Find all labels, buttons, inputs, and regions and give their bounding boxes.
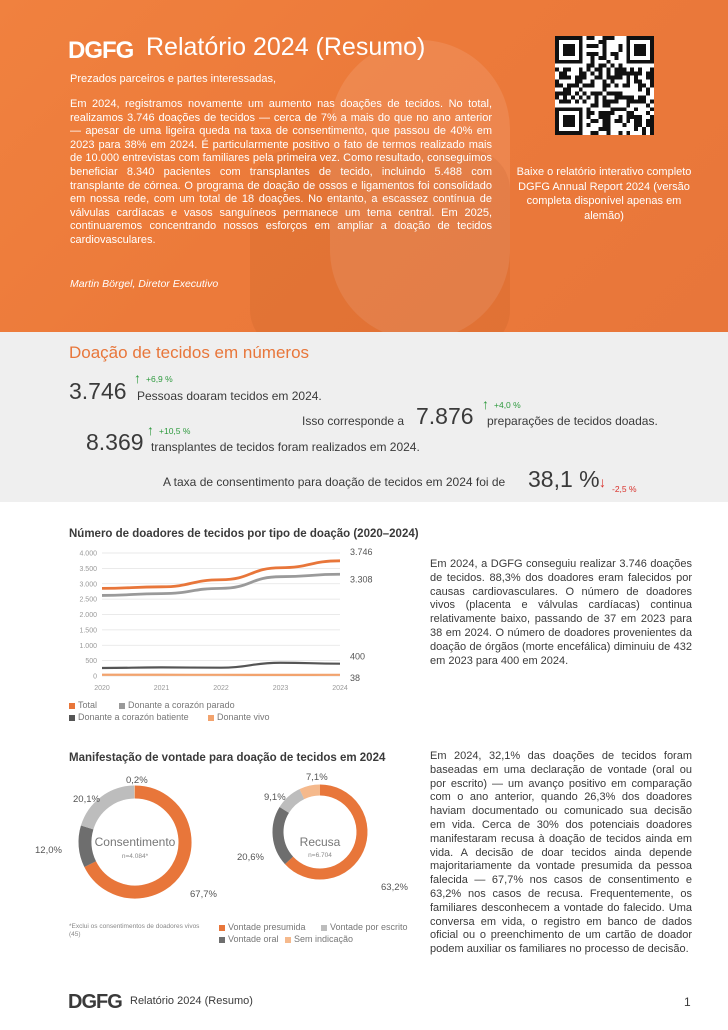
slice-label: 0,2% xyxy=(126,775,148,786)
line-chart xyxy=(60,545,390,700)
up-arrow-icon: ↑ xyxy=(482,396,489,412)
director-letter: Em 2024, registramos novamente um aumento nas doações de tecidos. No total, realizamos 3.746 doações de tecidos — cerca de 7% a mais do que no ano anterior — apesar de uma ligeira queda na taxa de consentimento, que passou de 40% em 2023 para 38% em 2024. É particularmente positivo o fato de termos realizado mais de 10.000 entrevistas com familiares pela primeira vez. Como resultado, conseguimos beneficiar 8.340 pacientes com transplantes de tecido, incluindo 5.488 com transplante de córnea. O programa de doação de ossos e ligamentos foi consolidado em nossa rede, com um total de 18 doações. No entanto, a escassez contínua de válvulas cardíacas e vasos sanguíneos permanece um tema central. Em 2025, continuaremos concentrando nossos esforços em ampliar a doação de tecidos cardiovasculares. xyxy=(70,98,492,246)
qr-code[interactable] xyxy=(555,36,654,135)
line-chart-text: Em 2024, a DGFG conseguiu realizar 3.746 doações de tecidos. 88,3% dos doadores eram falecidos por causas cardiovasculares. O número de doadores vivos (placenta e válvulas cardíacas) continua relativamente baixo, passando de 37 em 2023 para 38 em 2024. O número de doadores provenientes da doação de órgãos (morte encefálica) diminuiu de 432 em 2023 para 400 em 2024. xyxy=(430,558,692,667)
y-tick-label: 3.500 xyxy=(79,565,97,573)
transplants-label: transplantes de tecidos foram realizados em 2024. xyxy=(151,440,420,454)
y-tick-label: 2.000 xyxy=(79,612,97,619)
legend-item: Donante a corazón batiente xyxy=(69,712,189,722)
consent-value: 38,1 % xyxy=(528,466,600,492)
consent-change: -2,5 % xyxy=(612,484,637,494)
pie-slice xyxy=(302,790,320,794)
y-tick-label: 3.000 xyxy=(79,581,97,589)
prep-label: preparações de tecidos doadas. xyxy=(487,414,658,428)
y-tick-label: 2.500 xyxy=(79,596,97,604)
series-end-label: 3.746 xyxy=(350,546,373,557)
legend-item: Vontade presumida xyxy=(219,922,306,932)
page-number: 1 xyxy=(684,995,691,1009)
stats-title: Doação de tecidos em números xyxy=(69,343,310,362)
prep-value: 7.876 xyxy=(416,403,474,429)
up-arrow-icon: ↑ xyxy=(134,370,141,386)
slice-label: 12,0% xyxy=(35,845,62,856)
slice-label: 63,2% xyxy=(381,882,408,893)
series-end-label: 400 xyxy=(350,651,366,662)
legend-item: Vontade por escrito xyxy=(321,922,408,932)
y-tick-label: 0 xyxy=(93,673,97,681)
line-chart-title: Número de doadores de tecidos por tipo de doação (2020–2024) xyxy=(69,528,419,540)
x-tick-label: 2022 xyxy=(213,685,229,692)
x-tick-label: 2020 xyxy=(94,685,110,692)
legend-item: Sem indicação xyxy=(285,934,353,944)
series-end-label: 38 xyxy=(350,672,361,683)
series-line-1 xyxy=(102,574,340,595)
down-arrow-icon: ↓ xyxy=(599,474,606,490)
pie-slice xyxy=(284,794,302,810)
x-tick-label: 2023 xyxy=(272,685,289,692)
y-tick-label: 1.500 xyxy=(79,627,97,635)
legend-item: Donante vivo xyxy=(208,712,270,722)
transplants-value: 8.369 xyxy=(86,429,144,455)
footnote: *Exclui os consentimentos de doadores vivos (45) xyxy=(69,923,200,938)
series-line-2 xyxy=(102,663,340,668)
donors-change: +6,9 % xyxy=(146,374,173,384)
prep-prefix: Isso corresponde a xyxy=(302,414,405,428)
greeting: Prezados parceiros e partes interessadas, xyxy=(70,73,277,85)
x-tick-label: 2024 xyxy=(332,685,348,692)
y-tick-label: 4.000 xyxy=(79,550,97,558)
pie-chart-text: Em 2024, 32,1% das doações de tecidos foram baseadas em uma declaração de vontade (oral ou por escrito) — um avanço positivo em comparação com o ano anterior, quando 26,3% dos doadores haviam documentado ou comunicado sua decisão em vida. Cerca de 30% dos potenciais doadores manifestaram recusa à doação de tecidos ainda em vida. A decisão de doar tecidos ainda depende majoritariamente da vontade presumida da pessoa falecida — 67,7% nos casos de consentimento e 63,2% nos casos de recusa. Frequentemente, os familiares desconhecem a vontade do falecido. Uma conversa em vida, o registro em banco de dados oficial ou o preenchimento de um cartão de doador podem auxiliar os familiares no processo de decisão. xyxy=(430,750,692,956)
pie-slice xyxy=(289,790,362,874)
pie-n-label: n=4.084* xyxy=(121,853,149,860)
footer-logo: DGFG xyxy=(68,991,122,1013)
report-title: Relatório 2024 (Resumo) xyxy=(146,33,426,61)
signature: Martin Börgel, Diretor Executivo xyxy=(70,278,219,290)
slice-label: 20,6% xyxy=(237,852,264,863)
transplants-change: +10,5 % xyxy=(159,426,191,436)
pie-chart-title: Manifestação de vontade para doação de tecidos em 2024 xyxy=(69,752,386,764)
footer-text: Relatório 2024 (Resumo) xyxy=(130,995,253,1007)
prep-change: +4,0 % xyxy=(494,400,521,410)
pie-n-label: n=6.704 xyxy=(308,852,332,859)
legend-item: Donante a corazón parado xyxy=(119,700,235,710)
slice-label: 9,1% xyxy=(264,792,286,803)
x-tick-label: 2021 xyxy=(153,685,170,692)
legend-item: Vontade oral xyxy=(219,934,279,944)
slice-label: 67,7% xyxy=(190,889,217,900)
y-tick-label: 1.000 xyxy=(79,642,97,650)
slice-label: 7,1% xyxy=(306,772,328,783)
qr-caption: Baixe o relatório interativo completo DGFG Annual Report 2024 (versão completa disponível apenas em alemão) xyxy=(516,166,692,222)
pie-name-label: Consentimento xyxy=(94,835,176,849)
dgfg-logo: DGFG xyxy=(68,37,134,64)
y-tick-label: 500 xyxy=(85,658,97,666)
pie-name-label: Recusa xyxy=(299,835,341,849)
up-arrow-icon: ↑ xyxy=(147,422,154,438)
donors-label: Pessoas doaram tecidos em 2024. xyxy=(137,389,322,403)
donors-value: 3.746 xyxy=(69,378,127,404)
consent-label: A taxa de consentimento para doação de tecidos em 2024 foi de xyxy=(163,475,506,489)
series-end-label: 3.308 xyxy=(350,574,373,585)
legend-item: Total xyxy=(69,700,97,710)
slice-label: 20,1% xyxy=(73,794,100,805)
